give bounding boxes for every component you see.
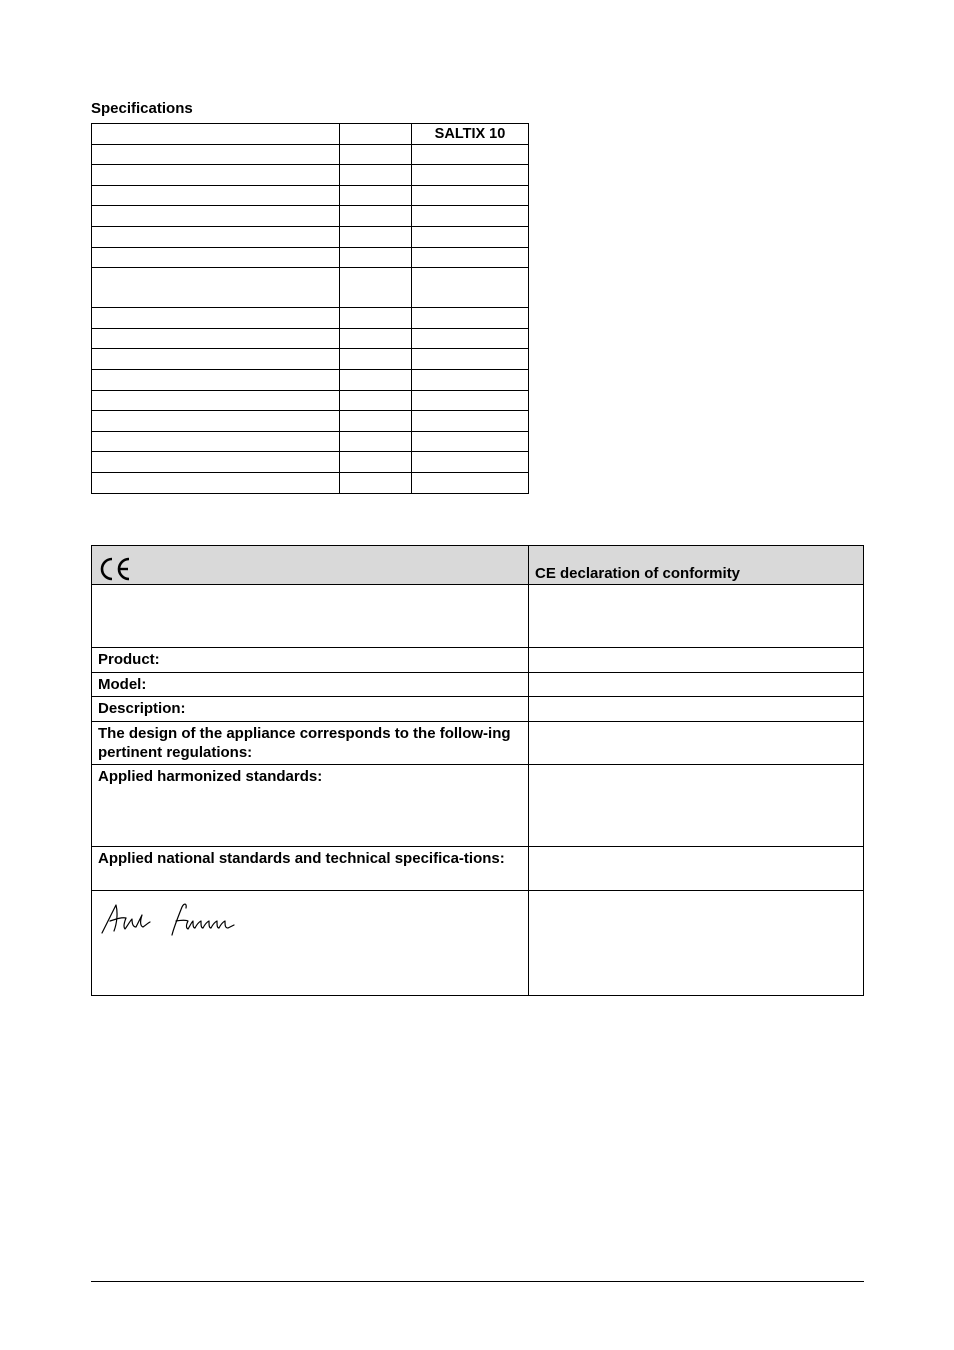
ce-cell: [529, 697, 864, 722]
spec-cell: [340, 452, 412, 473]
model-label: Model:: [92, 673, 529, 697]
ce-cell: [529, 891, 864, 996]
regulations-label: The design of the appliance corresponds to the follow-ing pertinent regulations:: [92, 722, 529, 765]
spec-cell: [92, 328, 340, 349]
spec-cell: [412, 390, 529, 411]
spec-row: [92, 349, 529, 370]
specifications-table: [91, 123, 529, 494]
ce-cell: [529, 847, 864, 891]
ce-logo-cell: [92, 546, 529, 585]
ce-product-row: [92, 648, 864, 673]
spec-cell: [340, 328, 412, 349]
spec-cell: [92, 431, 340, 452]
spec-cell: [92, 472, 340, 493]
spec-row: [92, 369, 529, 390]
spec-cell: [92, 308, 340, 329]
spec-row: [92, 247, 529, 268]
spec-cell: [92, 411, 340, 432]
spec-row: [92, 328, 529, 349]
spec-cell: [412, 369, 529, 390]
spec-cell: [340, 369, 412, 390]
spec-cell: [340, 268, 412, 308]
spec-row: [92, 226, 529, 247]
spec-cell: [92, 144, 340, 165]
spec-cell: [340, 411, 412, 432]
spec-row: [92, 268, 529, 308]
ce-regulations-row: [92, 722, 864, 765]
spec-cell: [340, 247, 412, 268]
signature-cell: [92, 891, 529, 996]
spec-cell: [92, 349, 340, 370]
specifications-title: Specifications: [91, 100, 193, 117]
spec-row: [92, 144, 529, 165]
spec-cell: [92, 165, 340, 186]
spec-row: [92, 390, 529, 411]
ce-cell: [529, 722, 864, 765]
ce-harmonized-row: [92, 765, 864, 847]
spec-cell: [412, 411, 529, 432]
spec-row: [92, 452, 529, 473]
spec-cell: [412, 226, 529, 247]
spec-cell: [92, 268, 340, 308]
spec-cell: [340, 226, 412, 247]
harmonized-standards-label: Applied harmonized standards:: [92, 765, 529, 847]
ce-cell: [92, 585, 529, 648]
spec-cell: [92, 247, 340, 268]
spec-cell: [340, 185, 412, 206]
ce-mark-icon: [98, 556, 132, 582]
spec-cell: [92, 185, 340, 206]
spec-cell: [340, 390, 412, 411]
spec-cell: [92, 369, 340, 390]
spec-cell: [412, 268, 529, 308]
spec-cell: [340, 165, 412, 186]
ce-header-row: [92, 546, 864, 585]
spec-header-row: [92, 124, 529, 145]
ce-cell: [529, 648, 864, 673]
spec-row: [92, 411, 529, 432]
spec-header-model: SALTIX 10: [412, 124, 529, 145]
spec-cell: [412, 165, 529, 186]
product-label: Product:: [92, 648, 529, 673]
spec-row: [92, 206, 529, 227]
spec-cell: [412, 247, 529, 268]
spec-cell: [412, 472, 529, 493]
ce-cell: [529, 673, 864, 697]
national-standards-label: Applied national standards and technical specifica-tions:: [92, 847, 529, 891]
spec-cell: [92, 206, 340, 227]
spec-cell: [92, 452, 340, 473]
signature-icon: [98, 899, 248, 939]
ce-signature-row: [92, 891, 864, 996]
spec-header-cell: [340, 124, 412, 145]
spec-cell: [412, 328, 529, 349]
spec-cell: [412, 431, 529, 452]
spec-cell: [412, 349, 529, 370]
spec-row: [92, 165, 529, 186]
ce-heading: CE declaration of conformity: [529, 546, 864, 585]
ce-national-row: [92, 847, 864, 891]
ce-description-row: [92, 697, 864, 722]
spec-cell: [412, 308, 529, 329]
ce-declaration-table: [91, 545, 864, 996]
spec-cell: [412, 206, 529, 227]
spec-cell: [92, 390, 340, 411]
spec-cell: [92, 226, 340, 247]
footer-divider: [91, 1281, 864, 1282]
spec-cell: [340, 144, 412, 165]
spec-cell: [412, 185, 529, 206]
spec-cell: [340, 349, 412, 370]
spec-row: [92, 472, 529, 493]
ce-cell: [529, 765, 864, 847]
spec-cell: [340, 206, 412, 227]
ce-cell: [529, 585, 864, 648]
spec-cell: [340, 308, 412, 329]
spec-cell: [412, 144, 529, 165]
description-label: Description:: [92, 697, 529, 722]
spec-header-cell: [92, 124, 340, 145]
ce-address-row: [92, 585, 864, 648]
spec-row: [92, 185, 529, 206]
spec-row: [92, 431, 529, 452]
ce-model-row: [92, 673, 864, 697]
spec-cell: [340, 431, 412, 452]
spec-cell: [412, 452, 529, 473]
spec-cell: [340, 472, 412, 493]
spec-row: [92, 308, 529, 329]
